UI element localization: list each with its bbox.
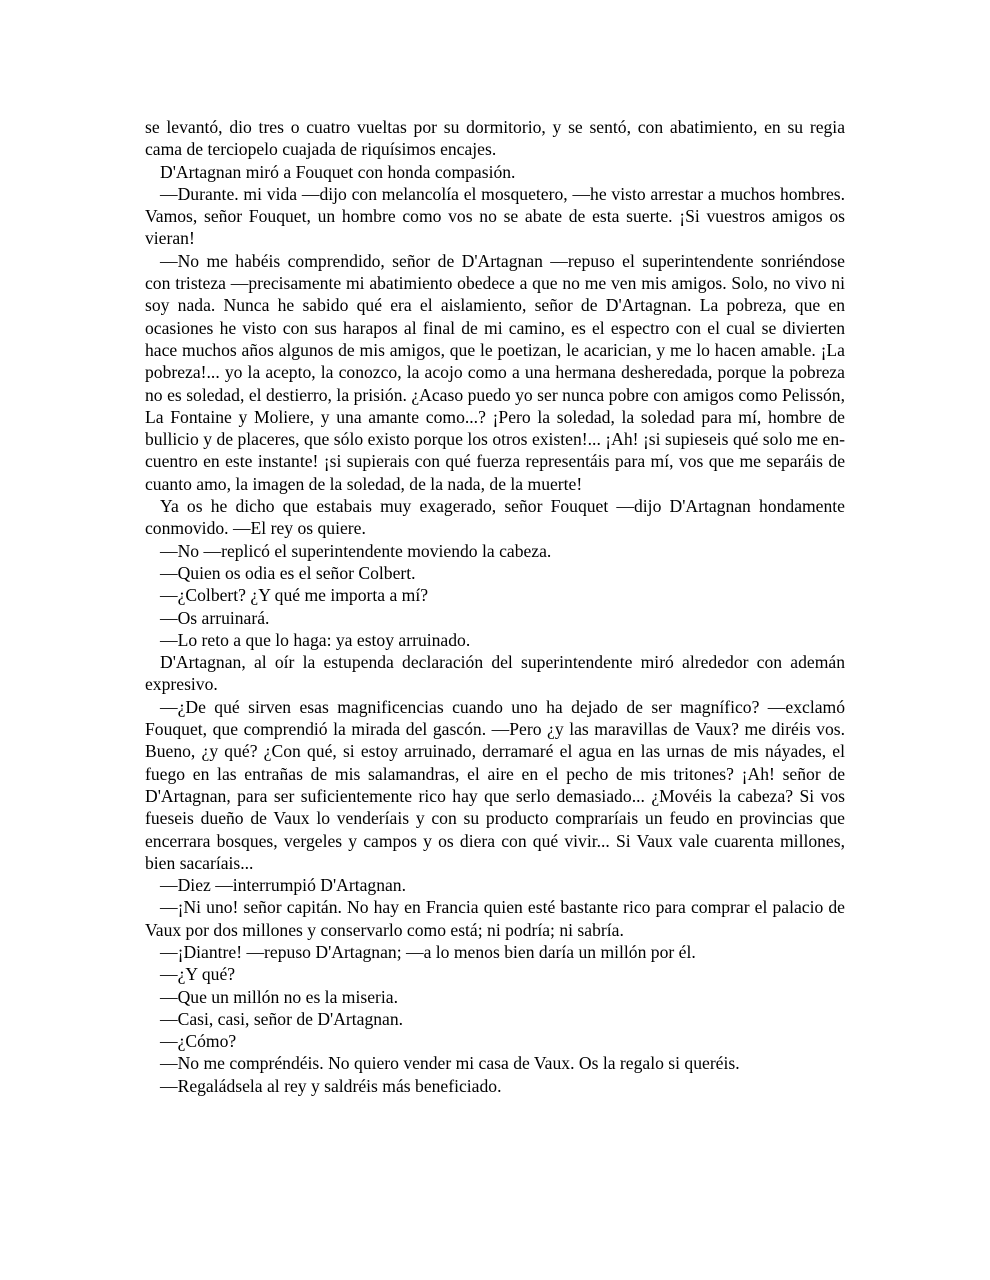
paragraph: —¡Diantre! —repuso D'Artagnan; —a lo menos bien daría un millón por él.	[160, 941, 696, 962]
paragraph: —No —replicó el superintendente moviendo la cabeza.	[160, 540, 552, 561]
paragraph: —Casi, casi, señor de D'Artagnan.	[160, 1008, 404, 1029]
paragraph: Ya os he dicho que estabais muy exagerado, señor Fouquet —dijo D'Artagnan hondamente conmovido. —El rey os quiere.	[145, 496, 845, 539]
paragraph: —¿Colbert? ¿Y qué me importa a mí?	[160, 585, 429, 606]
paragraph: —Durante. mi vida —dijo con melancolía el mosquetero, —he visto arrestar a muchos hombres. Vamos, señor Fouquet, un hombre como vos no se abate de esta suerte. ¡Si vuestros amigos os vieran!	[145, 183, 845, 249]
paragraph: —Que un millón no es la miseria.	[160, 986, 398, 1007]
book-page-text	[145, 116, 845, 1097]
paragraph: —No me compréndéis. No quiero vender mi casa de Vaux. Os la regalo si queréis.	[160, 1053, 740, 1074]
paragraph: —Regaládsela al rey y saldréis más beneficiado.	[160, 1075, 502, 1096]
paragraph: —¿Y qué?	[160, 964, 236, 985]
paragraph: D'Artagnan, al oír la estupenda declaración del superintendente miró alrededor con ademán expresivo.	[145, 652, 845, 695]
paragraph: —Lo reto a que lo haga: ya estoy arruinado.	[160, 629, 471, 650]
paragraph: D'Artagnan miró a Fouquet con honda compasión.	[160, 161, 516, 182]
paragraph: —Os arruinará.	[160, 607, 270, 628]
paragraph: —No me habéis comprendido, señor de D'Artagnan —repuso el superintendente sonriéndose con tristeza —precisamente mi abatimiento obedece a que no me ven mis amigos. Solo, no vivo ni soy nada. Nunca he sabido qué era el aislamiento, señor de D'Artagnan. La pobreza, que en ocasiones he visto con sus harapos al final de mi camino, es el espectro con el cual se divierten hace muchos años algunos de mis amigos, que le poetizan, le acarician, y me lo hacen amable. ¡La pobreza!... yo la acepto, la conozco, la acojo como a una hermana desheredada, porque la pobreza no es soledad, el destierro, la prisión. ¿Acaso puedo yo ser nunca pobre con amigos como Pelissón, La Fontaine y Moliere, y una amante como...? ¡Pero la soledad, la soledad para mí, hombre de bullicio y de placeres, que sólo existo porque los otros existen!... ¡Ah! ¡si supieseis qué solo me encuentro en este instante! ¡si supierais con qué fuerza representáis para mí, vos que me separáis de cuanto amo, la imagen de la soledad, de la nada, de la muerte!	[145, 250, 845, 494]
paragraph: —Quien os odia es el señor Colbert.	[160, 562, 416, 583]
paragraph: —¿De qué sirven esas magnificencias cuando uno ha dejado de ser magnífico? —exclamó Fouquet, que comprendió la mirada del gascón. —Pero ¿y las maravillas de Vaux? me diréis vos. Bueno, ¿y qué? ¿Con qué, si estoy arruinado, derramaré el agua en las urnas de mis náyades, el fuego en las entrañas de mis salamandras, el aire en el pecho de mis tritones? ¡Ah! señor de D'Artagnan, para ser suficientemente rico hay que serlo demasiado... ¿Movéis la cabeza? Si vos fueseis dueño de Vaux lo venderíais y con su producto compraríais un feudo en provincias que encerrara bosques, vergeles y campos y os diera con qué vivir... Si Vaux vale cuarenta millones, bien sacaríais...	[145, 696, 845, 873]
paragraph: se levantó, dio tres o cuatro vueltas por su dormitorio, y se sentó, con abatimiento, en su regia cama de terciopelo cuajada de riquísimos encajes.	[145, 117, 845, 160]
paragraph: —¡Ni uno! señor capitán. No hay en Francia quien esté bastante rico para comprar el palacio de Vaux por dos millones y conservarlo como está; ni podría; ni sabría.	[145, 897, 845, 940]
paragraph: —¿Cómo?	[160, 1031, 237, 1052]
paragraph: —Diez —interrumpió D'Artagnan.	[160, 875, 406, 896]
